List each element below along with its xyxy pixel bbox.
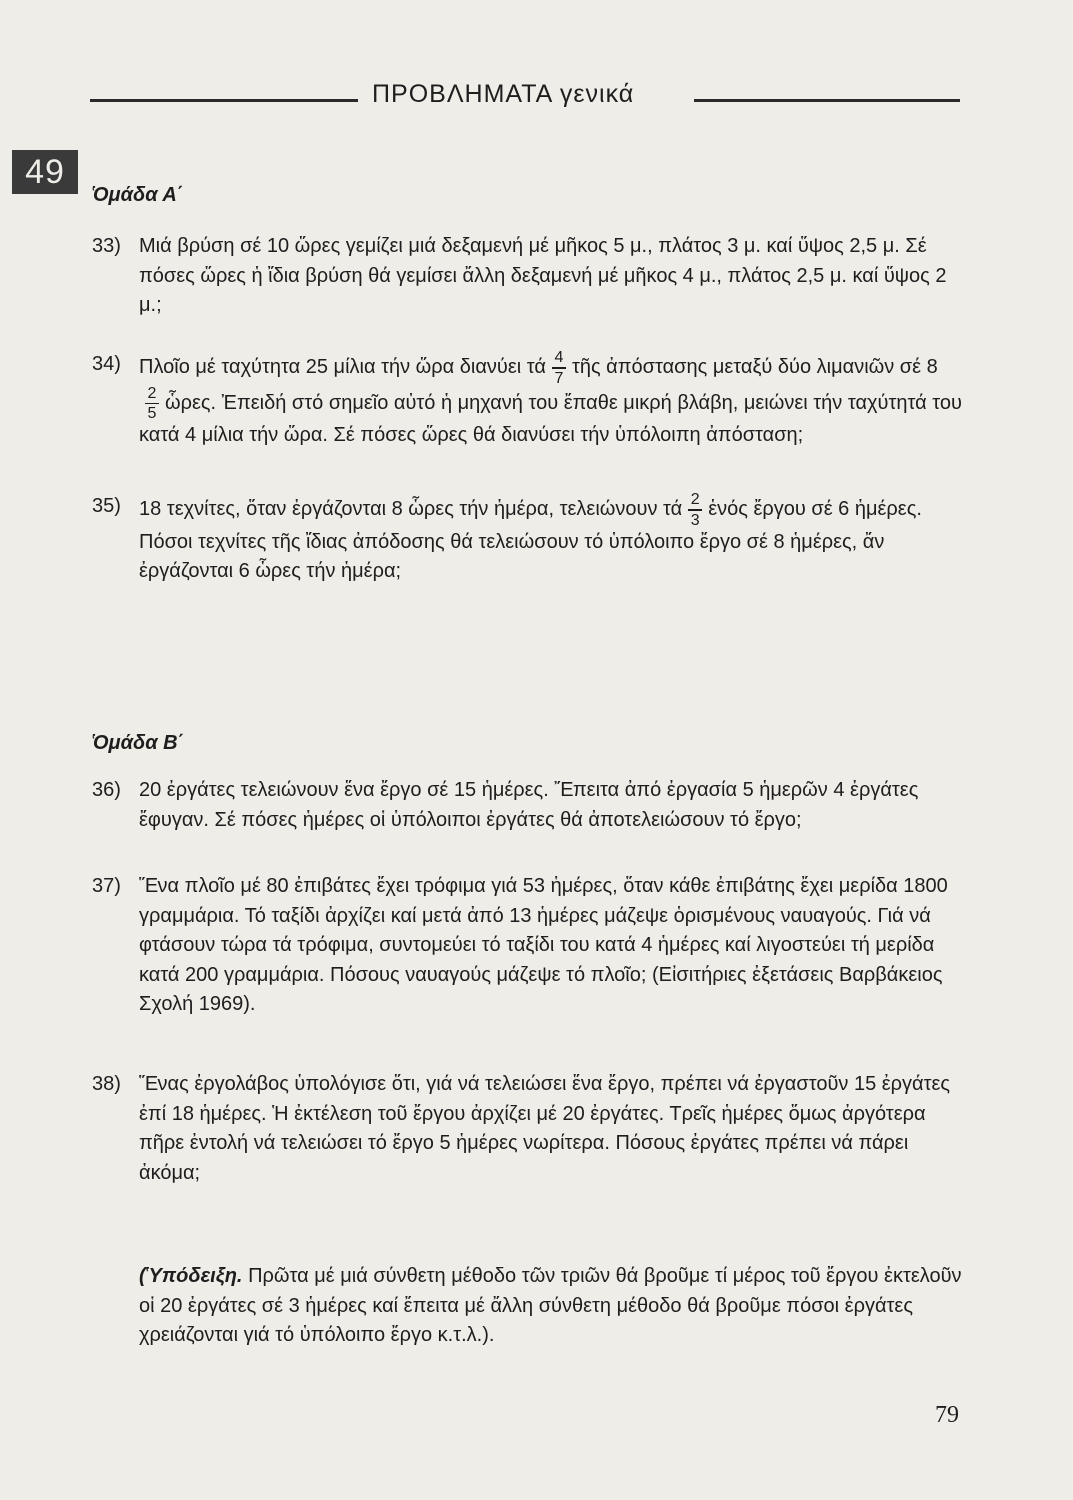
hint-text: Πρῶτα μέ μιά σύνθετη μέθοδο τῶν τριῶν θά βροῦμε τί μέρος τοῦ ἔργου ἐκτελοῦν οἱ 20 ἐργάτες σέ 3 ἡμέρες καί ἔπειτα μέ ἄλλη σύνθετη μέθοδο θά βροῦμε πόσοι ἐργάτες χρειάζονται γιά τό ὑπόλοιπο ἔργο κ.τ.λ.). <box>139 1265 962 1346</box>
fraction-denominator: 5 <box>147 405 157 422</box>
fraction-bar <box>552 367 566 369</box>
hint-label: (Ὑπόδειξη. <box>139 1265 243 1287</box>
fraction-numerator: 2 <box>147 384 157 402</box>
problem-text: Ἕνας ἐργολάβος ὑπολόγισε ὅτι, γιά νά τελειώσει ἕνα ἔργο, πρέπει νά ἐργαστοῦν 15 ἐργάτες ἐπί 18 ἡμέρες. Ἡ ἐκτέλεση τοῦ ἔργου ἀρχίζει μέ 20 ἐργάτες. Τρεῖς ἡμέρες ὅμως ἀργότερα πῆρε ἐντολή νά τελειώσει τό ἔργο 5 ἡμέρες νωρίτερα. Πόσους ἐργάτες πρέπει νά πάρει ἀκόμα; <box>139 1073 951 1184</box>
fraction-bar <box>145 403 159 405</box>
page-number: 79 <box>935 1402 959 1428</box>
problem-number: 37) <box>92 875 121 897</box>
fraction-bar <box>688 509 702 511</box>
group-a-title: Ὁμάδα Α΄ <box>92 184 184 206</box>
section-number-badge: 49 <box>12 150 78 194</box>
problem-36 <box>92 776 962 835</box>
problem-number: 33) <box>92 235 121 257</box>
problem-number: 38) <box>92 1073 121 1095</box>
header-title: ΠΡΟΒΛΗΜΑΤΑ γενικά <box>372 80 635 108</box>
problem-number: 36) <box>92 779 121 801</box>
problem-text: Μιά βρύση σέ 10 ὥρες γεμίζει μιά δεξαμενή μέ μῆκος 5 μ., πλάτος 3 μ. καί ὕψος 2,5 μ. Σέ πόσες ὥρες ἡ ἴδια βρύση θά γεμίσει ἄλλη δεξαμενή μέ μῆκος 4 μ., πλάτος 2,5 μ. καί ὕψος 2 μ.; <box>139 235 947 316</box>
problem-38 <box>92 1070 962 1188</box>
hint-paragraph <box>139 1262 964 1351</box>
problem-text-part: ἑνός ἔργου σέ 6 ἡμέρες. Πόσοι τεχνίτες τῆς ἴδιας ἀπόδοσης θά τελειώσουν τό ὑπόλοιπο ἔργο σέ 8 ἡμέρες, ἄν ἐργάζονται 6 ὧρες τήν ἡμέρα; <box>139 498 922 582</box>
problem-37 <box>92 872 962 1020</box>
fraction <box>552 350 566 386</box>
problem-text-part: ὧρες. Ἐπειδή στό σημεῖο αὐτό ἡ μηχανή του ἔπαθε μικρή βλάβη, μειώνει τήν ταχύτητά του κατά 4 μίλια τήν ὥρα. Σέ πόσες ὥρες θά διανύσει τήν ὑπόλοιπη ἀπόσταση; <box>139 391 962 446</box>
fraction <box>688 492 702 528</box>
problem-34 <box>92 350 962 451</box>
header-rule-right <box>694 99 960 102</box>
problem-text-part: Πλοῖο μέ ταχύτητα 25 μίλια τήν ὥρα διανύει τά <box>139 356 546 379</box>
problem-text: Ἕνα πλοῖο μέ 80 ἐπιβάτες ἔχει τρόφιμα γιά 53 ἡμέρες, ὅταν κάθε ἐπιβάτης ἔχει μερίδα 1800 γραμμάρια. Τό ταξίδι ἀρχίζει καί μετά ἀπό 13 ἡμέρες μάζεψε ὁρισμένους ναυαγούς. Γιά νά φτάσουν τώρα τά τρόφιμα, συντομεύει τό ταξίδι του κατά 4 ἡμέρες καί λιγοστεύει τή μερίδα κατά 200 γραμμάρια. Πόσους ναυαγούς μάζεψε τό πλοῖο; (Εἰσιτήριες ἐξετάσεις Βαρβάκειος Σχολή 1969). <box>139 875 948 1015</box>
fraction-denominator: 3 <box>690 511 700 529</box>
problem-text-part: 18 τεχνίτες, ὅταν ἐργάζονται 8 ὧρες τήν ἡμέρα, τελειώνουν τά <box>139 498 683 521</box>
problem-number: 34) <box>92 353 121 375</box>
problem-35 <box>92 492 962 587</box>
fraction-denominator: 7 <box>554 369 564 387</box>
header-rule-left <box>90 99 358 102</box>
fraction <box>145 386 159 422</box>
fraction-numerator: 2 <box>690 491 700 508</box>
fraction-numerator: 4 <box>554 349 564 366</box>
problem-33 <box>92 232 962 321</box>
problem-text: 20 ἐργάτες τελειώνουν ἕνα ἔργο σέ 15 ἡμέρες. Ἔπειτα ἀπό ἐργασία 5 ἡμερῶν 4 ἐργάτες ἔφυγαν. Σέ πόσες ἡμέρες οἱ ὑπόλοιποι ἐργάτες θά ἀποτελειώσουν τό ἔργο; <box>139 779 919 831</box>
page-header <box>90 78 960 118</box>
problem-text <box>139 492 962 587</box>
problem-text <box>139 350 962 451</box>
problem-number: 35) <box>92 495 121 517</box>
group-b-title: Ὁμάδα Β΄ <box>92 732 185 754</box>
problem-text-part: τῆς ἀπόστασης μεταξύ δύο λιμανιῶν σέ 8 <box>571 356 938 379</box>
